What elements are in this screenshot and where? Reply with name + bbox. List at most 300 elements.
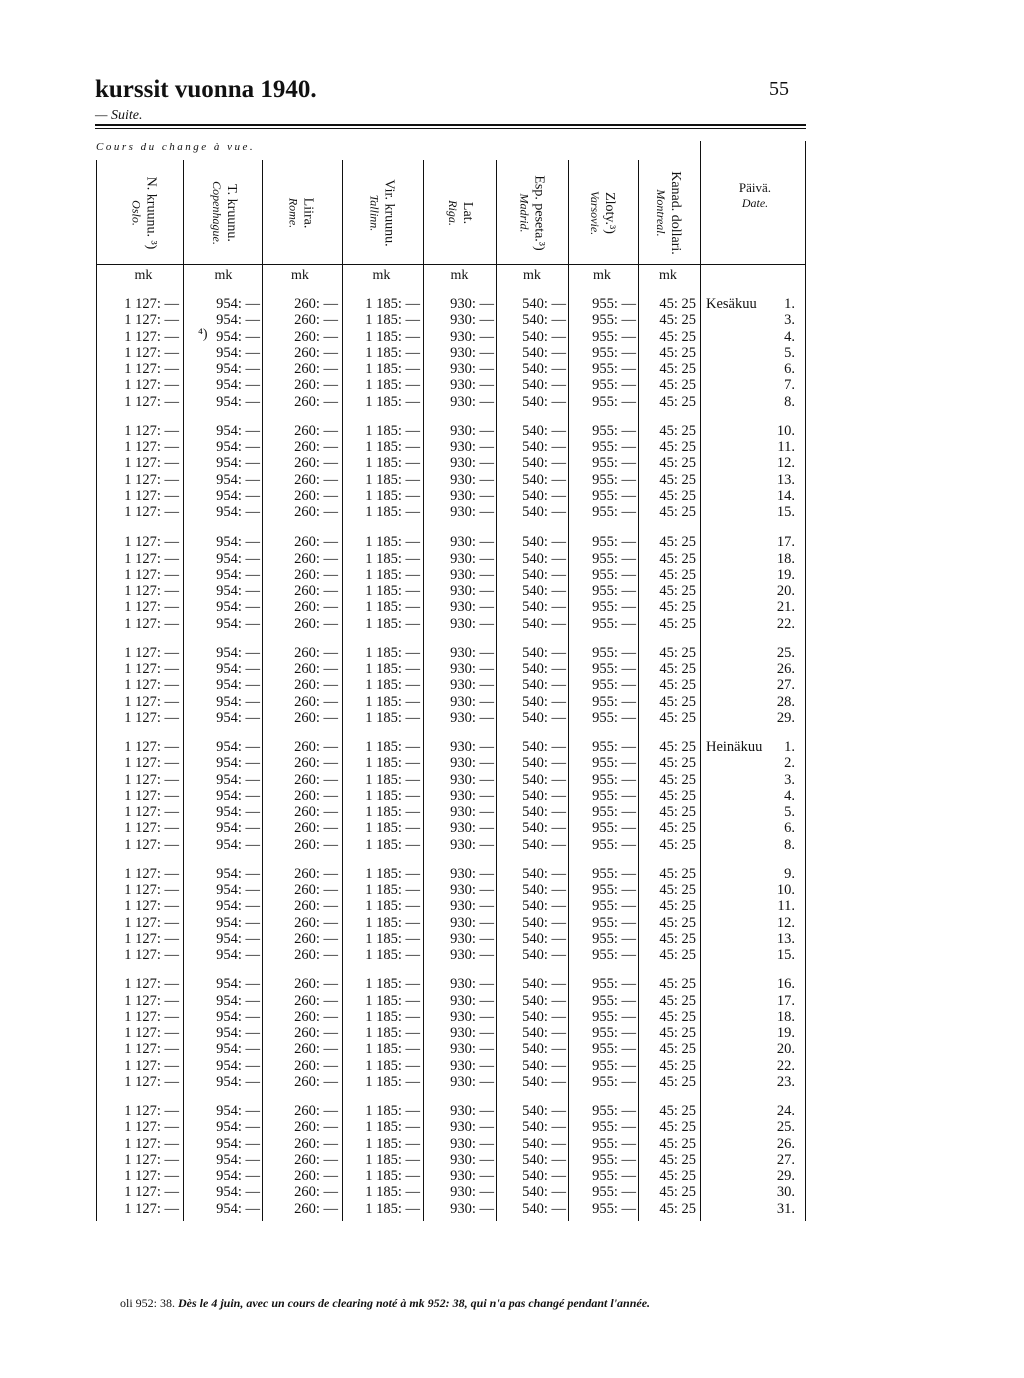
table-cell: 45: 25 [659, 1057, 696, 1074]
table-cell: 45: 25 [659, 455, 696, 472]
currency-city: Tallinn. [367, 194, 382, 231]
currency-city: Madrid. [518, 193, 532, 232]
table-cell: 954: — [216, 804, 260, 820]
column-header-text [367, 179, 397, 246]
table-cell: 260: — [294, 1119, 338, 1136]
table-cell: 45: 25 [659, 661, 696, 677]
table-cell: 540: — [522, 992, 566, 1009]
table-cell: 954: — [216, 583, 260, 599]
table-cell: 260: — [294, 930, 338, 947]
table-cell: 260: — [294, 693, 338, 710]
table-cell: 1 185: — [365, 739, 420, 755]
table-cell: 955: — [592, 787, 636, 804]
table-cell: 1 185: — [365, 677, 420, 694]
table-cell: 955: — [592, 1184, 636, 1201]
day-label: 8. [784, 836, 795, 853]
column-header [572, 160, 632, 265]
table-cell: 1 127: — [124, 1025, 179, 1041]
day-label: 20. [776, 583, 795, 599]
table-cell: 260: — [294, 1184, 338, 1201]
day-label: 18. [776, 550, 795, 567]
day-label: 5. [784, 344, 795, 361]
table-cell: 930: — [450, 930, 494, 947]
currency-name: Liira. [300, 197, 315, 228]
table-cell: 930: — [450, 599, 494, 616]
table-cell: 1 127: — [124, 1008, 179, 1025]
table-cell: 1 185: — [365, 550, 420, 567]
table-cell: 540: — [522, 914, 566, 931]
day-label: 7. [784, 377, 795, 394]
table-cell: 1 127: — [124, 1057, 179, 1074]
table-cell: 45: 25 [659, 393, 696, 410]
table-cell: 1 185: — [365, 976, 420, 993]
table-cell: 45: 25 [659, 820, 696, 837]
table-cell: 954: — [216, 787, 260, 804]
table-cell: 45: 25 [659, 755, 696, 772]
day-label: 3. [784, 771, 795, 788]
table-cell: 955: — [592, 504, 636, 520]
column-header [114, 160, 174, 265]
table-cell: 45: 25 [659, 1041, 696, 1058]
table-cell: 930: — [450, 1200, 494, 1217]
table-cell: 1 127: — [124, 439, 179, 455]
table-cell: 260: — [294, 947, 338, 963]
table-cell: 260: — [294, 455, 338, 472]
table-cell: 955: — [592, 534, 636, 551]
day-label: 10. [776, 882, 795, 898]
table-cell: 955: — [592, 344, 636, 361]
table-cell: 1 127: — [124, 487, 179, 504]
table-cell: 1 127: — [124, 709, 179, 726]
table-cell: 1 185: — [365, 1025, 420, 1041]
table-cell: 45: 25 [659, 312, 696, 329]
table-cell: 954: — [216, 693, 260, 710]
currency-city: Oslo. [129, 199, 144, 226]
day-label: 15. [776, 947, 795, 963]
table-cell: 260: — [294, 1057, 338, 1074]
table-cell: 955: — [592, 1119, 636, 1136]
table-cell: 540: — [522, 947, 566, 963]
table-cell: 540: — [522, 820, 566, 837]
month-label: Heinäkuu [706, 739, 763, 755]
table-cell: 260: — [294, 393, 338, 410]
table-cell: 260: — [294, 566, 338, 583]
table-cell: 930: — [450, 820, 494, 837]
table-cell: 954: — [216, 1025, 260, 1041]
currency-name: Vir. kruunu. [381, 178, 397, 247]
table-cell: 1 185: — [365, 836, 420, 853]
table-cell: 1 127: — [124, 771, 179, 788]
table-cell: 45: 25 [659, 1135, 696, 1152]
table-cell: 954: — [216, 947, 260, 963]
table-cell: 930: — [450, 992, 494, 1009]
table-cell: 540: — [522, 1168, 566, 1184]
table-cell: 1 185: — [365, 1008, 420, 1025]
table-cell: 930: — [450, 328, 494, 345]
day-label: 11. [777, 898, 795, 915]
table-cell: 1 127: — [124, 1135, 179, 1152]
table-cell: 1 127: — [124, 661, 179, 677]
table-cell: 955: — [592, 1103, 636, 1119]
table-cell: 45: 25 [659, 693, 696, 710]
column-header [352, 160, 412, 265]
table-cell: 930: — [450, 804, 494, 820]
table-cell: 45: 25 [659, 439, 696, 455]
table-cell: 1 127: — [124, 1103, 179, 1119]
table-cell: 930: — [450, 865, 494, 882]
table-cell: 930: — [450, 1008, 494, 1025]
table-cell: 954: — [216, 709, 260, 726]
table-cell: 540: — [522, 836, 566, 853]
day-label: 11. [777, 439, 795, 455]
table-cell: 540: — [522, 755, 566, 772]
table-cell: 1 127: — [124, 755, 179, 772]
table-cell: 955: — [592, 615, 636, 632]
table-cell: 45: 25 [659, 566, 696, 583]
unit-label: mk [659, 268, 677, 283]
table-cell: 45: 25 [659, 771, 696, 788]
table-cell: 955: — [592, 393, 636, 410]
table-cell: 540: — [522, 487, 566, 504]
table-cell: 45: 25 [659, 976, 696, 993]
table-cell: 45: 25 [659, 947, 696, 963]
table-cell: 260: — [294, 504, 338, 520]
table-cell: 1 127: — [124, 361, 179, 377]
table-cell: 540: — [522, 583, 566, 599]
day-label: 1. [784, 296, 795, 312]
page-title: kurssit vuonna 1940. [95, 76, 317, 103]
table-cell: 954: — [216, 487, 260, 504]
table-cell: 1 185: — [365, 882, 420, 898]
table-cell: 1 185: — [365, 534, 420, 551]
day-label: 15. [776, 504, 795, 520]
table-cell: 954: — [216, 393, 260, 410]
table-cell: 1 127: — [124, 422, 179, 439]
day-label: 12. [776, 914, 795, 931]
table-cell: 954: — [216, 377, 260, 394]
table-cell: 260: — [294, 344, 338, 361]
table-cell: 930: — [450, 422, 494, 439]
table-cell: 1 185: — [365, 804, 420, 820]
table-cell: 955: — [592, 328, 636, 345]
day-label: 3. [784, 312, 795, 329]
table-cell: 1 127: — [124, 583, 179, 599]
table-cell: 540: — [522, 328, 566, 345]
table-cell: 45: 25 [659, 1151, 696, 1168]
table-cell: 930: — [450, 534, 494, 551]
table-cell: 955: — [592, 1151, 636, 1168]
table-cell: 930: — [450, 771, 494, 788]
table-cell: 260: — [294, 377, 338, 394]
column-header-text [517, 175, 547, 250]
unit-label: mk [372, 268, 391, 283]
table-cell: 954: — [216, 504, 260, 520]
table-cell: 955: — [592, 566, 636, 583]
table-cell: 260: — [294, 1135, 338, 1152]
day-label: 4. [784, 787, 795, 804]
table-cell: 930: — [450, 661, 494, 677]
table-cell: 954: — [216, 1135, 260, 1152]
table-cell: 1 185: — [365, 1168, 420, 1184]
table-cell: 954: — [216, 1103, 260, 1119]
table-cell: 954: — [216, 566, 260, 583]
table-cell: 45: 25 [659, 504, 696, 520]
table-cell: 1 127: — [124, 787, 179, 804]
footnote-marker: ⁴) [198, 326, 208, 342]
day-label: 1. [784, 739, 795, 755]
day-label: 23. [776, 1073, 795, 1090]
table-cell: 930: — [450, 914, 494, 931]
table-cell: 1 127: — [124, 1168, 179, 1184]
table-cell: 45: 25 [659, 1103, 696, 1119]
day-label: 27. [776, 1151, 795, 1168]
table-cell: 540: — [522, 615, 566, 632]
column-rule [96, 160, 97, 1221]
table-cell: 1 185: — [365, 930, 420, 947]
column-header-text [587, 190, 617, 234]
day-label: 19. [776, 1025, 795, 1041]
table-cell: 540: — [522, 1057, 566, 1074]
table-cell: 45: 25 [659, 865, 696, 882]
table-cell: 260: — [294, 787, 338, 804]
table-cell: 1 185: — [365, 992, 420, 1009]
table-cell: 1 185: — [365, 947, 420, 963]
table-cell: 930: — [450, 644, 494, 661]
day-label: 29. [776, 1168, 795, 1184]
table-cell: 260: — [294, 898, 338, 915]
table-cell: 955: — [592, 898, 636, 915]
table-cell: 260: — [294, 709, 338, 726]
table-cell: 260: — [294, 1168, 338, 1184]
table-cell: 45: 25 [659, 1073, 696, 1090]
table-cell: 260: — [294, 312, 338, 329]
table-cell: 930: — [450, 583, 494, 599]
table-cell: 955: — [592, 882, 636, 898]
day-label: 31. [776, 1200, 795, 1217]
table-cell: 930: — [450, 615, 494, 632]
day-label: 21. [776, 599, 795, 616]
table-cell: 1 185: — [365, 771, 420, 788]
day-label: 25. [776, 644, 795, 661]
table-cell: 930: — [450, 976, 494, 993]
table-cell: 1 127: — [124, 1119, 179, 1136]
table-cell: 260: — [294, 361, 338, 377]
table-cell: 954: — [216, 739, 260, 755]
currency-city: Copenhague. [209, 180, 224, 245]
table-cell: 260: — [294, 661, 338, 677]
table-cell: 1 185: — [365, 439, 420, 455]
table-cell: 930: — [450, 1119, 494, 1136]
table-cell: 930: — [450, 1151, 494, 1168]
page-number: 55 [769, 78, 789, 100]
currency-city: Montreal. [654, 188, 668, 237]
table-cell: 955: — [592, 422, 636, 439]
table-cell: 45: 25 [659, 344, 696, 361]
column-rule [496, 160, 497, 1221]
table-cell: 1 127: — [124, 455, 179, 472]
table-cell: 955: — [592, 820, 636, 837]
table-cell: 540: — [522, 312, 566, 329]
day-label: 27. [776, 677, 795, 694]
unit-label: mk [214, 268, 233, 283]
table-cell: 954: — [216, 1200, 260, 1217]
column-header-text [209, 181, 239, 245]
table-cell: 1 127: — [124, 471, 179, 488]
table-cell: 1 127: — [124, 566, 179, 583]
unit-label: mk [450, 268, 469, 283]
currency-city: Riga. [445, 199, 460, 226]
table-cell: 540: — [522, 709, 566, 726]
day-label: 18. [776, 1008, 795, 1025]
day-label: 6. [784, 361, 795, 377]
table-cell: 954: — [216, 992, 260, 1009]
table-cell: 45: 25 [659, 1168, 696, 1184]
table-cell: 45: 25 [659, 914, 696, 931]
unit-label: mk [593, 268, 611, 283]
table-cell: 930: — [450, 455, 494, 472]
table-cell: 954: — [216, 455, 260, 472]
table-cell: 540: — [522, 739, 566, 755]
table-cell: 954: — [216, 439, 260, 455]
column-header [194, 160, 254, 265]
table-cell: 1 185: — [365, 787, 420, 804]
table-cell: 955: — [592, 661, 636, 677]
table-cell: 955: — [592, 693, 636, 710]
unit-label: mk [291, 268, 309, 283]
table-cell: 1 185: — [365, 393, 420, 410]
day-label: 19. [776, 566, 795, 583]
table-cell: 1 127: — [124, 377, 179, 394]
day-label: 26. [776, 1135, 795, 1152]
table-cell: 260: — [294, 1073, 338, 1090]
table-cell: 45: 25 [659, 1119, 696, 1136]
table-cell: 930: — [450, 1073, 494, 1090]
currency-name: Esp. peseta.³) [532, 174, 547, 251]
table-cell: 540: — [522, 930, 566, 947]
table-cell: 45: 25 [659, 930, 696, 947]
table-cell: 955: — [592, 644, 636, 661]
table-cell: 45: 25 [659, 534, 696, 551]
table-cell: 540: — [522, 393, 566, 410]
table-cell: 1 185: — [365, 296, 420, 312]
day-label: 16. [776, 976, 795, 993]
table-cell: 955: — [592, 739, 636, 755]
table-cell: 540: — [522, 677, 566, 694]
table-cell: 1 185: — [365, 471, 420, 488]
table-cell: 930: — [450, 1025, 494, 1041]
table-cell: 540: — [522, 644, 566, 661]
table-cell: 955: — [592, 1168, 636, 1184]
table-cell: 955: — [592, 914, 636, 931]
table-cell: 930: — [450, 709, 494, 726]
table-cell: 1 127: — [124, 693, 179, 710]
table-cell: 1 127: — [124, 677, 179, 694]
footnote-prefix: oli 952: 38. [120, 1296, 176, 1310]
column-header-text [285, 197, 315, 228]
table-cell: 260: — [294, 1103, 338, 1119]
day-label: 5. [784, 804, 795, 820]
table-cell: 930: — [450, 296, 494, 312]
table-cell: 260: — [294, 599, 338, 616]
table-cell: 954: — [216, 1184, 260, 1201]
column-header [270, 160, 330, 265]
day-label: 6. [784, 820, 795, 837]
table-cell: 540: — [522, 361, 566, 377]
table-cell: 260: — [294, 677, 338, 694]
table-cell: 1 185: — [365, 865, 420, 882]
day-label: 28. [776, 693, 795, 710]
table-cell: 1 185: — [365, 583, 420, 599]
table-cell: 1 127: — [124, 947, 179, 963]
table-cell: 955: — [592, 947, 636, 963]
table-cell: 45: 25 [659, 1025, 696, 1041]
column-rule [700, 141, 701, 1221]
column-header-text [444, 200, 474, 226]
day-label: 17. [776, 992, 795, 1009]
table-cell: 540: — [522, 787, 566, 804]
table-cell: 260: — [294, 1200, 338, 1217]
day-label: 24. [776, 1103, 795, 1119]
table-cell: 930: — [450, 947, 494, 963]
currency-name: Zloty.³) [601, 191, 617, 234]
table-cell: 954: — [216, 534, 260, 551]
table-cell: 954: — [216, 344, 260, 361]
table-cell: 930: — [450, 882, 494, 898]
table-cell: 260: — [294, 914, 338, 931]
table-cell: 955: — [592, 312, 636, 329]
table-cell: 1 127: — [124, 1041, 179, 1058]
table-cell: 954: — [216, 471, 260, 488]
table-cell: 1 185: — [365, 1041, 420, 1058]
table-cell: 45: 25 [659, 739, 696, 755]
column-header [430, 160, 490, 265]
day-label: 17. [776, 534, 795, 551]
table-cell: 1 185: — [365, 377, 420, 394]
table-cell: 540: — [522, 344, 566, 361]
table-cell: 954: — [216, 328, 260, 345]
table-cell: 1 185: — [365, 455, 420, 472]
table-cell: 954: — [216, 422, 260, 439]
table-cell: 954: — [216, 882, 260, 898]
table-cell: 954: — [216, 1073, 260, 1090]
table-cell: 1 127: — [124, 393, 179, 410]
day-label: 29. [776, 709, 795, 726]
table-cell: 260: — [294, 296, 338, 312]
table-cell: 45: 25 [659, 787, 696, 804]
table-cell: 540: — [522, 1041, 566, 1058]
table-cell: 1 127: — [124, 739, 179, 755]
table-cell: 930: — [450, 677, 494, 694]
table-cell: 1 185: — [365, 487, 420, 504]
table-cell: 955: — [592, 1025, 636, 1041]
table-cell: 260: — [294, 820, 338, 837]
table-cell: 260: — [294, 550, 338, 567]
table-cell: 540: — [522, 439, 566, 455]
table-cell: 540: — [522, 882, 566, 898]
table-cell: 260: — [294, 644, 338, 661]
unit-label: mk [134, 268, 153, 283]
table-cell: 955: — [592, 487, 636, 504]
table-cell: 955: — [592, 1135, 636, 1152]
table-cell: 540: — [522, 566, 566, 583]
table-cell: 1 185: — [365, 344, 420, 361]
table-cell: 955: — [592, 1057, 636, 1074]
table-cell: 954: — [216, 865, 260, 882]
table-cell: 1 127: — [124, 599, 179, 616]
table-cell: 45: 25 [659, 836, 696, 853]
table-cell: 930: — [450, 1135, 494, 1152]
table-cell: 45: 25 [659, 361, 696, 377]
